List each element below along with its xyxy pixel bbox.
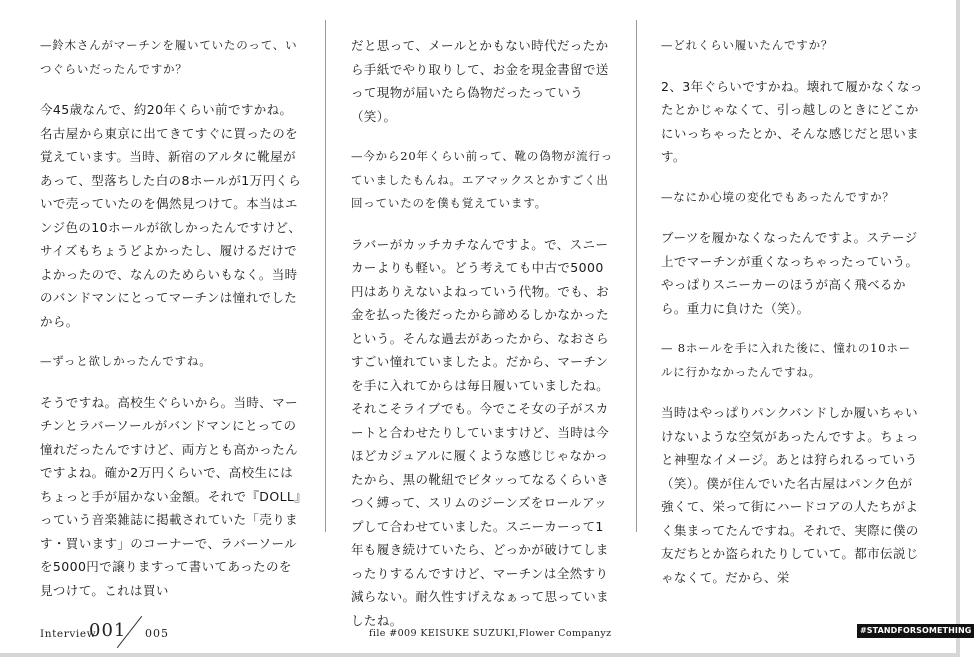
text-column-1 [40, 34, 302, 619]
interview-question: —なにか心境の変化でもあったんですか？ [661, 189, 895, 204]
interview-question: —どれくらい履いたんですか？ [661, 38, 834, 52]
column-divider [636, 20, 637, 532]
column-divider [325, 20, 326, 532]
interview-question: — 8ホールを手に入れた後に、憧れの10ホールに行かなかったんですね。 [661, 341, 911, 379]
file-caption: file #009 KEISUKE SUZUKI,Flower Companyz [369, 628, 612, 639]
interview-question: —今から20年くらい前って、靴の偽物が流行っていましたもんね。エアマックスとかすごく出回っていたのを僕も覚えています。 [351, 149, 614, 210]
section-label: Interview [40, 628, 97, 640]
current-page-number: 001 [89, 620, 127, 641]
interview-answer: ラバーがカッチカチなんですよ。で、スニーカーよりも軽い。どう考えても中古で5000円はありえないよねっていう代物。でも、お金を払った後だったから諦めるしかなかったという。そんな過去があったから、なおさらすごい憧れていましたよ。だから、マーチンを手に入れてからは毎日履いていましたね。それこそライブでも。今でこそ女の子がスカートと合わせたりしていますけど、当時は今ほどカジュアルに履くような感じじゃなかったから、黒の靴紐でビタッってなるくらいきつく縛って、スリムのジーンズをロールアップして合わせていました。スニーカーって1年も履き続けていたら、どっかが破けてしまったりするんですけど、マーチンは全然すり減らない。耐久性すげえなぁって思っていましたね。 [351, 236, 610, 628]
interview-answer: 当時はやっぱりパンクバンドしか履いちゃいけないような空気があったんですよ。ちょっと神聖なイメージ。あとは狩られるっていう（笑）。僕が住んでいた名古屋はパンク色が強くて、栄って街にハードコアの人たちがよく集まってたんですね。それで、実際に僕の友だちとか盗られたりしていて。都市伝説じゃなくて。だから、栄 [661, 405, 919, 585]
interview-answer: ブーツを履かなくなったんですよ。ステージ上でマーチンが重くなっちゃったっていう。やっぱりスニーカーのほうが高く飛べるから。重力に負けた（笑）。 [661, 230, 919, 316]
interview-answer: そうですね。高校生ぐらいから。当時、マーチンとラバーソールがバンドマンにとっての憧れだったんですけど、両方とも高かったんですよね。確か2万円くらいで、高校生にはちょっと手が届かない金額。それで『DOLL』っていう音楽雑誌に掲載されていた「売ります・買います」のコーナーで、ラバーソールを5000円で譲りますって書いてあったのを見つけて。これは買い [40, 394, 301, 598]
interview-answer: 今45歳なんで、約20年くらい前ですかね。名古屋から東京に出てきてすぐに買ったのを覚えています。当時、新宿のアルタに靴屋があって、型落ちした白の8ホールが1万円くらいで売っていたのを偶然見つけて。本当はエンジ色の10ホールが欲しかったんですけど、サイズもちょうどよかったし、履けるだけでよかったので、なんのためらいもなく。当時のバンドマンにとってマーチンは憧れでしたから。 [40, 102, 302, 329]
interview-answer: 2、3年ぐらいですかね。壊れて履かなくなったとかじゃなくて、引っ越しのときにどこかにいっちゃったとか、そんな感じだと思います。 [661, 78, 923, 164]
hashtag-badge: #STANDFORSOMETHING [857, 624, 974, 638]
text-column-2 [351, 34, 613, 649]
interview-question: —鈴木さんがマーチンを履いていたのって、いつぐらいだったんですか？ [40, 38, 298, 76]
text-column-3 [661, 34, 923, 606]
total-pages: 005 [145, 627, 169, 640]
interview-answer: だと思って、メールとかもない時代だったから手紙でやり取りして、お金を現金書留で送って現物が届いたら偽物だったっていう（笑）。 [351, 38, 609, 124]
interview-question: —ずっと欲しかったんですね。 [40, 354, 212, 368]
